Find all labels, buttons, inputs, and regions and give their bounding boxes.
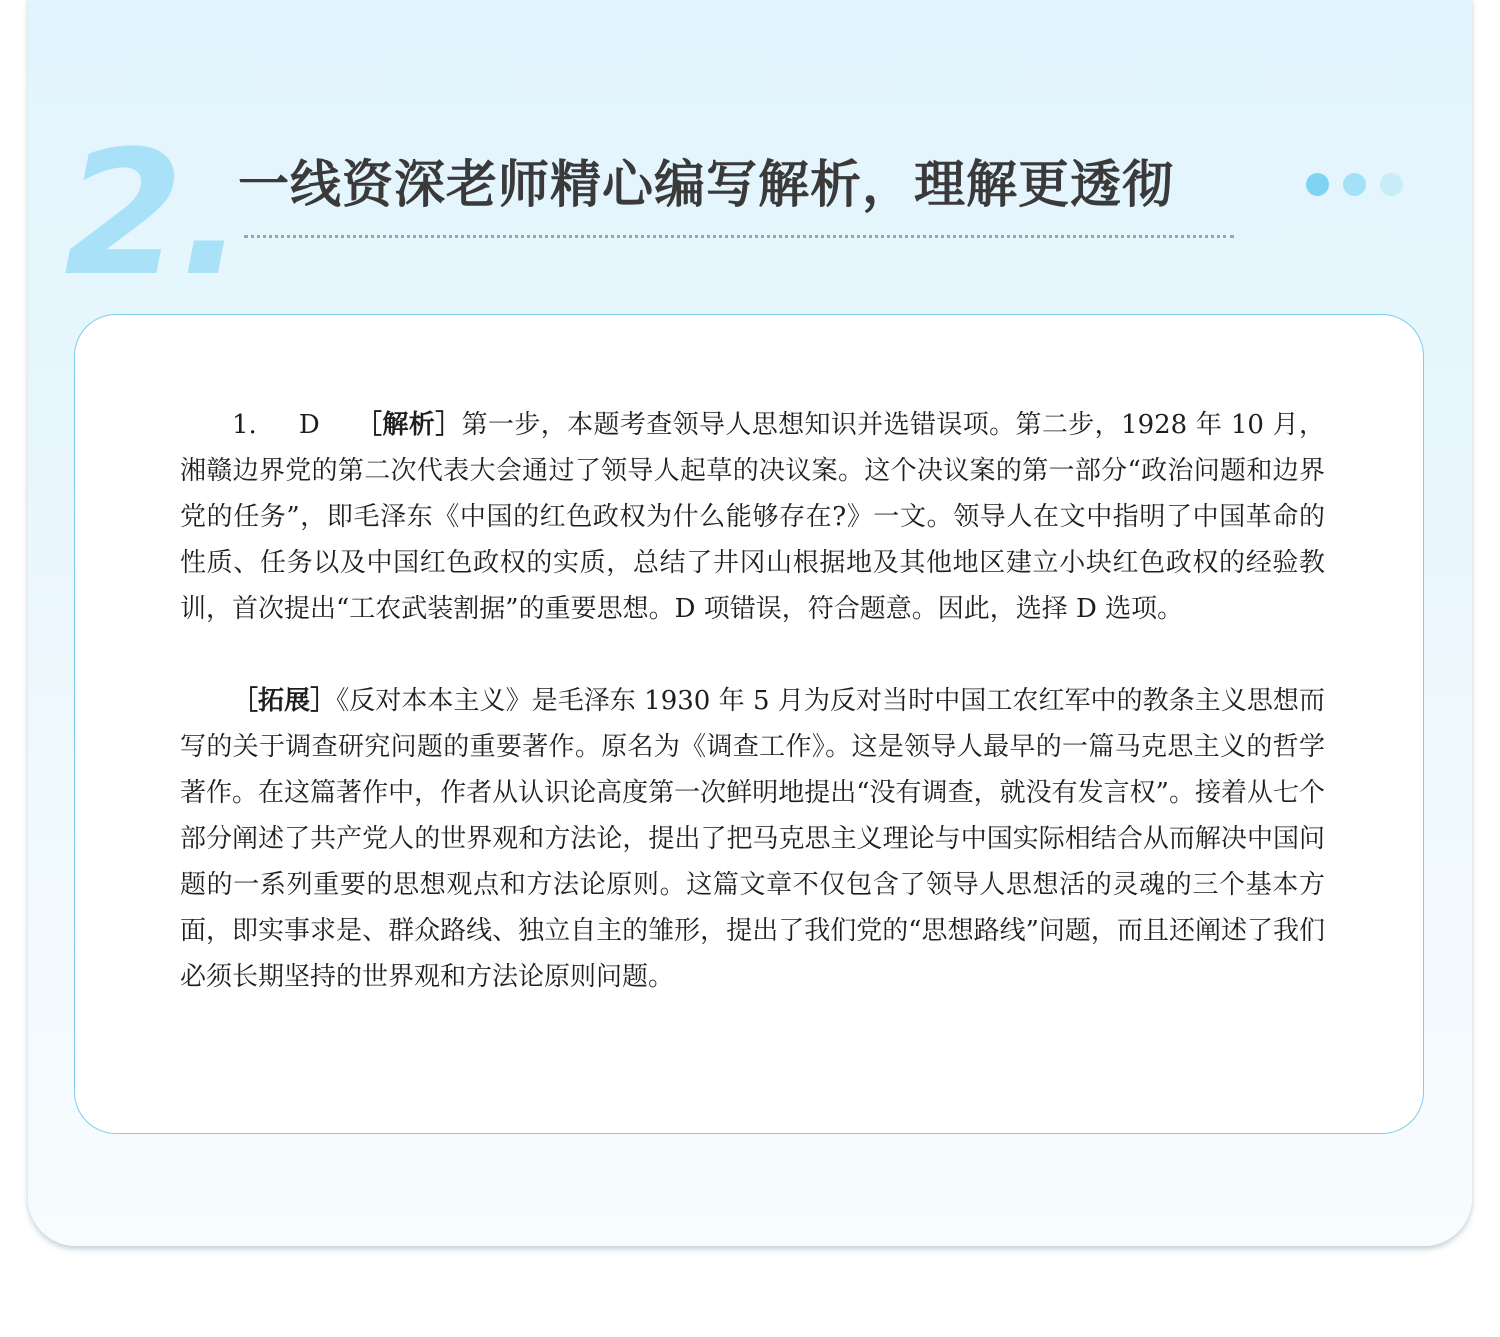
analysis-paragraph: [180, 402, 1325, 632]
answer-letter: D: [298, 410, 320, 440]
analysis-label: ［解析］: [355, 410, 462, 440]
decorative-dots: [1306, 172, 1417, 196]
extension-label: ［拓展］: [232, 686, 337, 716]
section-heading: 一线资深老师精心编写解析，理解更透彻: [238, 156, 1175, 215]
extension-text: 《反对本本主义》是毛泽东 1930 年 5 月为反对当时中国工农红军中的教条主义思想而写的关于调查研究问题的重要著作。原名为《调查工作》。这是领导人最早的一篇马克思主义的哲学著作。在这篇著作中，作者从认识论高度第一次鲜明地提出“没有调查，就没有发言权”。接着从七个部分阐述了共产党人的世界观和方法论，提出了把马克思主义理论与中国实际相结合从而解决中国问题的一系列重要的思想观点和方法论原则。这篇文章不仅包含了领导人思想活的灵魂的三个基本方面，即实事求是、群众路线、独立自主的雏形，提出了我们党的“思想路线”问题，而且还阐述了我们必须长期坚持的世界观和方法论原则问题。: [180, 686, 1325, 992]
dot-icon: [1306, 173, 1329, 196]
heading-divider: [244, 235, 1234, 238]
dot-icon: [1380, 173, 1403, 196]
extension-paragraph: [180, 678, 1325, 1000]
question-number: 1.: [232, 410, 257, 440]
analysis-text: 第一步，本题考查领导人思想知识并选错误项。第二步，1928 年 10 月，湘赣边界党的第二次代表大会通过了领导人起草的决议案。这个决议案的第一部分“政治问题和边界党的任务”，即毛泽东《中国的红色政权为什么能够存在?》一文。领导人在文中指明了中国革命的性质、任务以及中国红色政权的实质，总结了井冈山根据地及其他地区建立小块红色政权的经验教训，首次提出“工农武装割据”的重要思想。D 项错误，符合题意。因此，选择 D 选项。: [180, 410, 1325, 624]
dot-icon: [1343, 173, 1366, 196]
section-number: 2.: [64, 113, 242, 314]
